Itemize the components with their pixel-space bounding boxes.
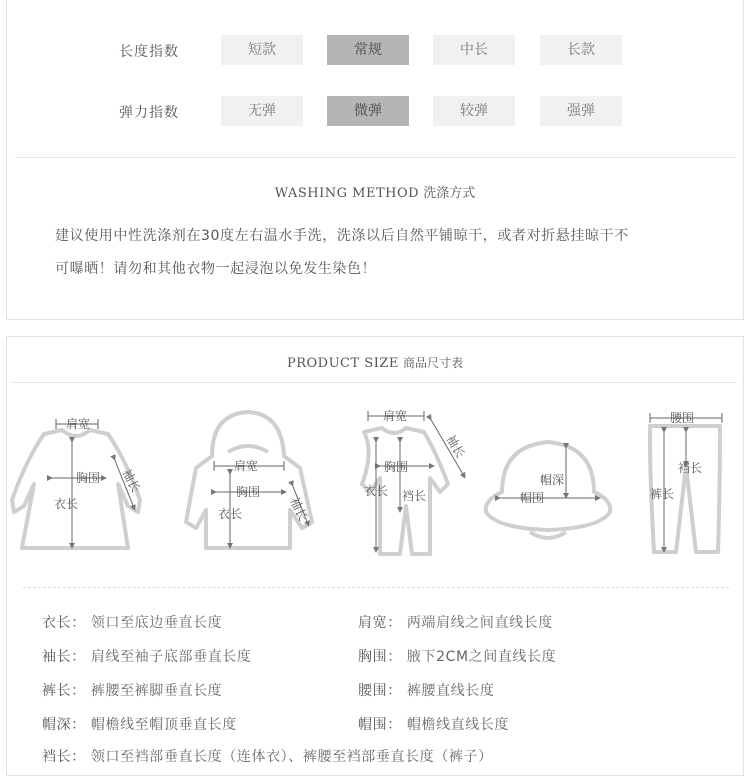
romper-crotch-label: 裆长 xyxy=(402,489,427,503)
product-size-title xyxy=(7,354,743,371)
washing-title-cn: 洗涤方式 xyxy=(423,186,476,201)
romper-length-label: 衣长 xyxy=(364,484,389,498)
romper-shoulder-label: 肩宽 xyxy=(383,409,408,423)
elastic-option-more: 较弹 xyxy=(433,96,515,126)
length-index-label: 长度指数 xyxy=(119,44,179,60)
dress-sleeve-label: 袖长 xyxy=(119,466,143,495)
dress-length-label: 衣长 xyxy=(54,497,79,511)
elastic-index-label: 弹力指数 xyxy=(119,105,179,121)
jacket-shape xyxy=(186,412,312,548)
hat-chin xyxy=(530,532,566,538)
dress-chest-label: 胸围 xyxy=(76,471,101,485)
product-size-title-cn: 商品尺寸表 xyxy=(403,356,464,370)
elastic-option-strong: 强弹 xyxy=(540,96,622,126)
washing-title-en: WASHING METHOD xyxy=(274,186,420,201)
length-option-regular: 常规 xyxy=(327,35,409,65)
divider xyxy=(15,157,735,158)
jacket-chest-label: 胸围 xyxy=(236,485,261,499)
romper-sleeve-label: 袖长 xyxy=(443,432,468,461)
hat-depth-label: 帽深 xyxy=(540,473,565,487)
length-option-short: 短款 xyxy=(221,35,303,65)
washing-title xyxy=(7,182,743,201)
dress-diagram xyxy=(12,430,140,548)
definition-cap-depth: 帽深： 帽檐线至帽顶垂直长度 xyxy=(42,717,237,733)
jacket-shoulder-label: 肩宽 xyxy=(234,459,259,473)
washing-text-line-2: 可曝晒！请勿和其他衣物一起浸泡以免发生染色！ xyxy=(55,261,377,277)
definition-chest: 胸围： 腋下2CM之间直线长度 xyxy=(358,649,557,665)
elastic-option-none: 无弹 xyxy=(221,96,303,126)
dress-shoulder-label: 肩宽 xyxy=(66,417,91,431)
washing-text-line-1: 建议使用中性洗涤剂在30度左右温水手洗，洗涤以后自然平铺晾干，或者对折悬挂晾干不 xyxy=(55,228,629,244)
definition-body-length: 衣长： 领口至底边垂直长度 xyxy=(42,615,223,631)
pants-crotch-label: 裆长 xyxy=(678,461,703,475)
length-option-medium-long: 中长 xyxy=(433,35,515,65)
length-option-long: 长款 xyxy=(540,35,622,65)
pants-waist-label: 腰围 xyxy=(670,411,695,425)
dress-shape xyxy=(12,430,140,548)
romper-chest-label: 胸围 xyxy=(384,460,409,474)
material-info-panel xyxy=(6,0,744,320)
jacket-sleeve-label: 袖长 xyxy=(287,495,311,524)
definition-shoulder: 肩宽： 两端肩线之间直线长度 xyxy=(358,615,553,631)
jacket-diagram xyxy=(186,412,312,548)
definition-pants-length: 裤长： 裤腰至裤脚垂直长度 xyxy=(42,683,223,699)
pants-length-label: 裤长 xyxy=(650,487,675,501)
divider xyxy=(11,382,737,383)
definition-crotch: 裆长： 领口至裆部垂直长度（连体衣）、裤腰至裆部垂直长度（裤子） xyxy=(42,749,493,765)
definition-waist: 腰围： 裤腰直线长度 xyxy=(358,683,495,699)
hat-diagram xyxy=(486,442,610,538)
definition-sleeve: 袖长： 肩线至袖子底部垂直长度 xyxy=(42,649,252,665)
definition-cap-circ: 帽围： 帽檐线直线长度 xyxy=(358,717,510,733)
hat-circ-label: 帽围 xyxy=(520,491,545,505)
product-size-title-en: PRODUCT SIZE xyxy=(286,356,399,371)
jacket-length-label: 衣长 xyxy=(218,507,243,521)
elastic-option-slight: 微弹 xyxy=(327,96,409,126)
